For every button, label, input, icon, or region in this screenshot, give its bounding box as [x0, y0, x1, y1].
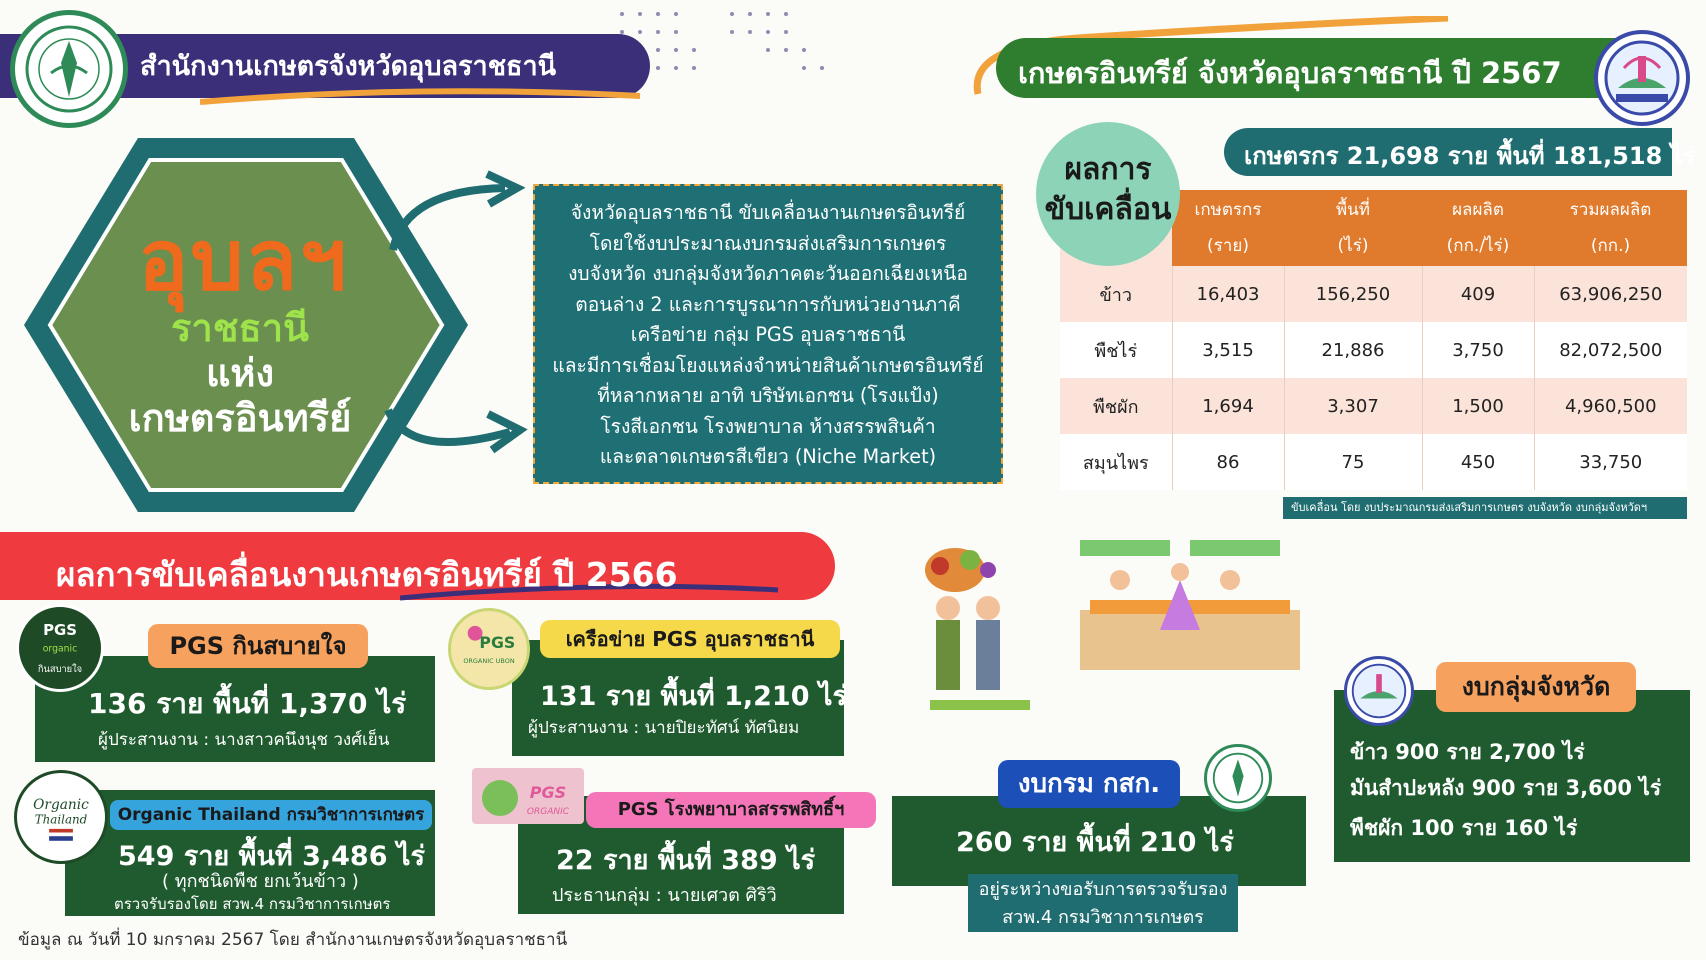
curved-arrow-icon: [380, 400, 530, 470]
farmers-summary-text: เกษตรกร 21,698 ราย พื้นที่ 181,518 ไร่: [1244, 142, 1696, 170]
header-line: ผลผลิต: [1452, 200, 1504, 220]
svg-text:ORGANIC: ORGANIC: [526, 807, 570, 817]
hexagon-sub-line: ราชธานี: [170, 306, 310, 350]
svg-text:Organic: Organic: [33, 796, 89, 813]
svg-text:PGS: PGS: [43, 620, 77, 639]
header-line: (ไร่): [1337, 236, 1369, 256]
card-pgs-hospital-title: PGS โรงพยาบาลสรรพสิทธิ์ฯ: [586, 792, 876, 828]
footer-source: ข้อมูล ณ วันที่ 10 มกราคม 2567 โดย สำนักงานเกษตรจังหวัดอุบลราชธานี: [18, 930, 568, 950]
table-cell: พืชไร่: [1060, 322, 1172, 378]
description-line: และมีการเชื่อมโยงแหล่งจำหน่ายสินค้าเกษตรอินทรีย์: [552, 353, 984, 377]
table-row: [1060, 266, 1687, 322]
table-row: [1060, 434, 1687, 490]
hexagon-sub-line: เกษตรอินทรีย์: [128, 396, 352, 440]
table-cell: 156,250: [1284, 266, 1422, 322]
card-pgs-network-stats: 131 ราย พื้นที่ 1,210 ไร่: [540, 681, 847, 712]
pgs-hospital-logo-icon: [472, 768, 584, 824]
header-line: เกษตรกร: [1194, 200, 1262, 220]
table-cell: 450: [1422, 434, 1534, 490]
table-cell: 1,500: [1422, 378, 1534, 434]
card-pgs-hospital-stats: 22 ราย พื้นที่ 389 ไร่: [556, 845, 816, 876]
card-dept-budget-note: [968, 874, 1238, 932]
card-organic-thailand-scope: ( ทุกชนิดพืช ยกเว้นข้าว ): [162, 871, 359, 892]
card-pgs-hospital-chair: ประธานกลุ่ม : นายเศวต ศิริวิ: [552, 885, 777, 906]
table-cell: 3,515: [1172, 322, 1284, 378]
table-header-cell: [1172, 190, 1284, 266]
card-pgs-kin-stats: 136 ราย พื้นที่ 1,370 ไร่: [88, 687, 407, 720]
department-seal-icon: [10, 10, 128, 128]
table-cell: 3,750: [1422, 322, 1534, 378]
table-cell: 409: [1422, 266, 1534, 322]
description-line: เครือข่าย กลุ่ม PGS อุบลราชธานี: [630, 323, 906, 346]
cluster-budget-row: ข้าว 900 ราย 2,700 ไร่: [1350, 740, 1585, 764]
table-cell: 16,403: [1172, 266, 1284, 322]
year-banner-title: ผลการขับเคลื่อนงานเกษตรอินทรีย์ ปี 2566: [56, 555, 678, 594]
description-line: และตลาดเกษตรสีเขียว (Niche Market): [599, 445, 937, 468]
results-circle-line: ขับเคลื่อน: [1044, 192, 1172, 227]
description-line: ที่หลากหลาย อาทิ บริษัทเอกชน (โรงแป้ง): [597, 384, 939, 407]
table-cell: 63,906,250: [1534, 266, 1687, 322]
results-circle-line: ผลการ: [1064, 152, 1152, 187]
card-cluster-budget-title: งบกลุ่มจังหวัด: [1436, 662, 1636, 712]
table-cell: สมุนไพร: [1060, 434, 1172, 490]
table-header-cell: [1422, 190, 1534, 266]
table-cell: 21,886: [1284, 322, 1422, 378]
province-seal-icon: [1594, 30, 1690, 126]
hexagon-main-title: อุบลฯ: [138, 211, 349, 309]
card-dept-budget-stats: 260 ราย พื้นที่ 210 ไร่: [956, 827, 1234, 858]
organic-thailand-logo-icon: [14, 770, 108, 864]
department-seal-icon: [1204, 744, 1272, 812]
description-box: [533, 184, 1003, 484]
table-row: [1060, 322, 1687, 378]
table-cell: ข้าว: [1060, 266, 1172, 322]
table-cell: พืชผัก: [1060, 378, 1172, 434]
description-line: โรงสีเอกชน โรงพยาบาล ห้างสรรพสินค้า: [600, 414, 936, 438]
header-line: (กก.): [1590, 236, 1631, 256]
table-header-cell: [1534, 190, 1687, 266]
header-right-title: เกษตรอินทรีย์ จังหวัดอุบลราชธานี ปี 2567: [1018, 56, 1562, 90]
hexagon-sub-line: แห่ง: [205, 351, 275, 395]
table-cell: 1,694: [1172, 378, 1284, 434]
description-line: จังหวัดอุบลราชธานี ขับเคลื่อนงานเกษตรอินทรีย์: [570, 201, 966, 224]
table-cell: 82,072,500: [1534, 322, 1687, 378]
curved-arrow-icon: [385, 170, 525, 260]
table-note: ขับเคลื่อน โดย งบประมาณกรมส่งเสริมการเกษตร งบจังหวัด งบกลุ่มจังหวัดฯ: [1283, 497, 1687, 519]
cluster-budget-row: พืชผัก 100 ราย 160 ไร่: [1350, 816, 1578, 840]
note-line: อยู่ระหว่างขอรับการตรวจรับรอง: [978, 879, 1228, 900]
description-line: โดยใช้งบประมาณงบกรมส่งเสริมการเกษตร: [589, 231, 947, 255]
description-line: ตอนล่าง 2 และการบูรณาการกับหน่วยงานภาคี: [575, 292, 961, 316]
table-header-cell: [1284, 190, 1422, 266]
header-line: รวมผลผลิต: [1569, 200, 1652, 220]
description-line: งบจังหวัด งบกลุ่มจังหวัดภาคตะวันออกเฉียงเหนือ: [568, 262, 968, 285]
table-cell: 3,307: [1284, 378, 1422, 434]
svg-text:กินสบายใจ: กินสบายใจ: [37, 664, 83, 676]
table-row: [1060, 378, 1687, 434]
header-left-title: สำนักงานเกษตรจังหวัดอุบลราชธานี: [140, 51, 557, 82]
card-organic-thailand-certifier: ตรวจรับรองโดย สวพ.4 กรมวิชาการเกษตร: [114, 895, 391, 913]
farmers-market-illustration: [890, 500, 1320, 730]
card-pgs-kin-coordinator: ผู้ประสานงาน : นางสาวคนึงนุช วงศ์เย็น: [98, 730, 390, 750]
svg-text:ORGANIC UBON: ORGANIC UBON: [463, 656, 515, 665]
svg-text:organic: organic: [42, 643, 78, 655]
card-organic-thailand-title: Organic Thailand กรมวิชาการเกษตร: [110, 800, 432, 830]
table-cell: 4,960,500: [1534, 378, 1687, 434]
header-line: (ราย): [1207, 236, 1249, 256]
card-pgs-network-coordinator: ผู้ประสานงาน : นายปิยะทัศน์ ทัศนิยม: [528, 718, 800, 738]
svg-text:PGS: PGS: [479, 633, 516, 653]
card-pgs-kin-title: PGS กินสบายใจ: [148, 624, 368, 668]
results-circle-label: [1036, 150, 1180, 230]
svg-text:Thailand: Thailand: [34, 812, 88, 827]
province-seal-icon: [1344, 656, 1414, 726]
header-line: พื้นที่: [1335, 200, 1371, 220]
pgs-kin-logo-icon: [16, 604, 104, 692]
note-line: สวพ.4 กรมวิชาการเกษตร: [1002, 907, 1204, 928]
card-organic-thailand-stats: 549 ราย พื้นที่ 3,486 ไร่: [118, 841, 425, 872]
table-cell: 75: [1284, 434, 1422, 490]
pgs-ubon-logo-icon: [448, 608, 530, 690]
hexagon-subtitle: [120, 306, 360, 441]
header-line: (กก./ไร่): [1446, 236, 1510, 256]
card-pgs-network-title: เครือข่าย PGS อุบลราชธานี: [540, 620, 840, 658]
cluster-budget-row: มันสำปะหลัง 900 ราย 3,600 ไร่: [1350, 776, 1662, 800]
table-cell: 86: [1172, 434, 1284, 490]
card-dept-budget-title: งบกรม กสก.: [998, 760, 1180, 808]
table-cell: 33,750: [1534, 434, 1687, 490]
svg-text:PGS: PGS: [529, 783, 567, 802]
